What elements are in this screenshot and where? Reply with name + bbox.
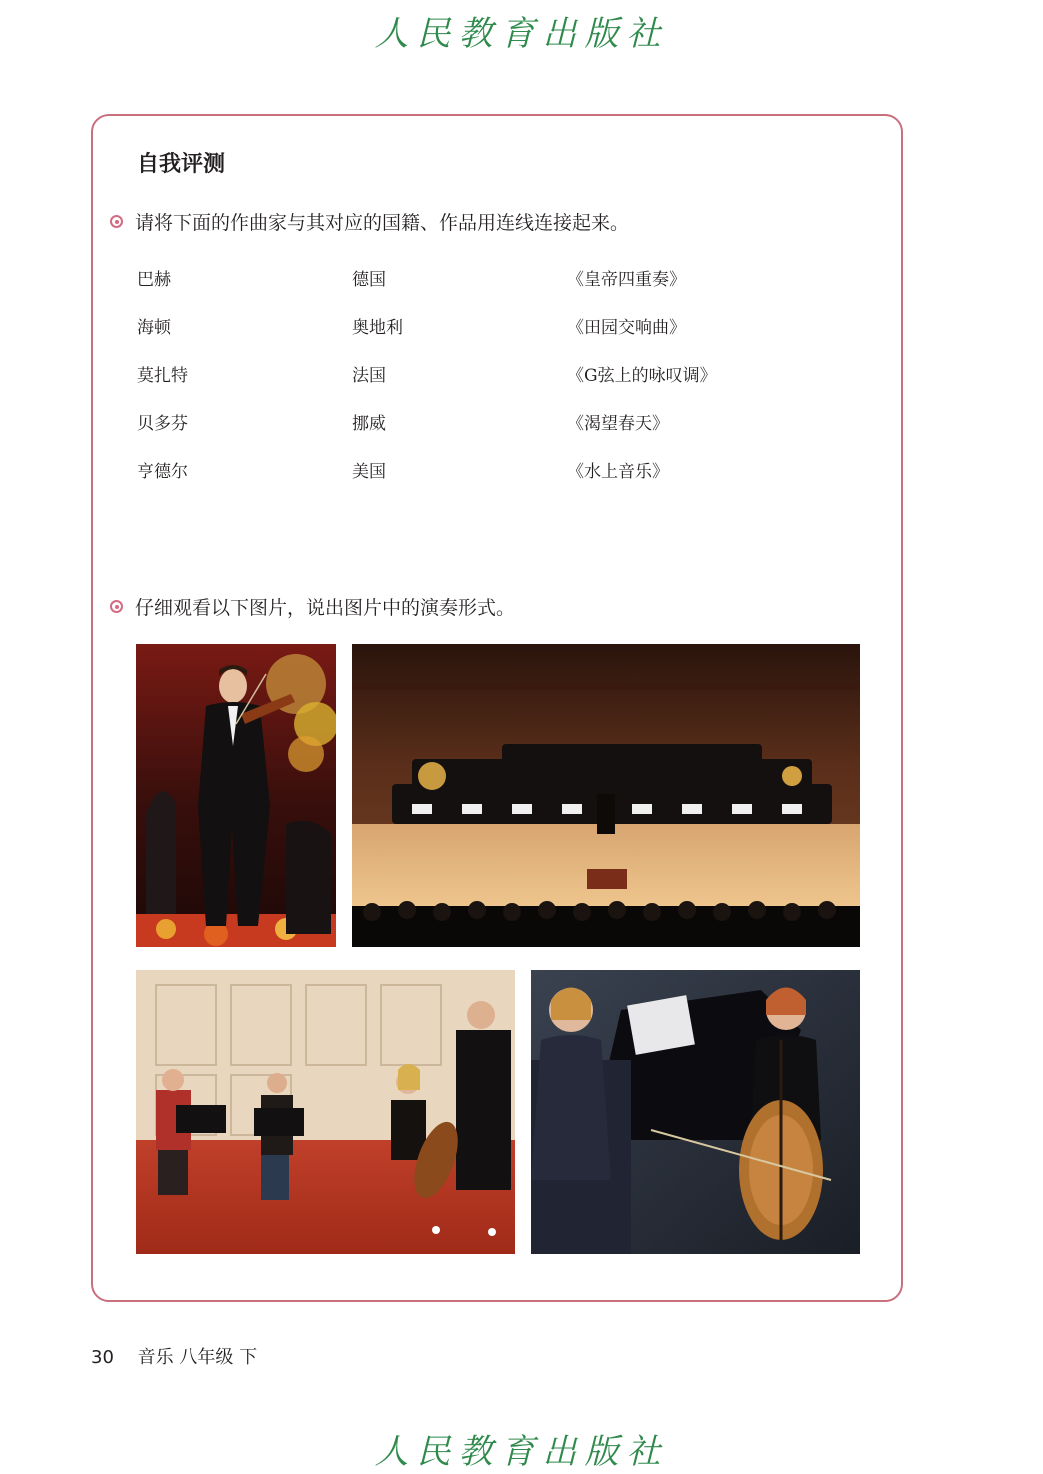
composer-name[interactable]: 海顿 <box>137 318 171 338</box>
matching-row <box>137 361 837 387</box>
publisher-logo-top: 人民教育出版社 <box>374 14 669 54</box>
country-name[interactable]: 美国 <box>352 462 386 482</box>
string-quartet-photo <box>136 970 515 1254</box>
work-title[interactable]: 《G弦上的咏叹调》 <box>567 366 717 386</box>
matching-row <box>137 409 837 435</box>
composer-name[interactable]: 亨德尔 <box>137 462 188 482</box>
bullet-icon <box>110 215 123 228</box>
page-footer <box>91 1343 257 1369</box>
matching-row <box>137 313 837 339</box>
matching-row <box>137 457 837 483</box>
matching-row <box>137 265 837 291</box>
page-number: 30 <box>91 1347 114 1368</box>
wind-band-photo <box>352 644 860 947</box>
book-title: 音乐 八年级 下 <box>137 1347 258 1368</box>
country-name[interactable]: 德国 <box>352 270 386 290</box>
country-name[interactable]: 挪威 <box>352 414 386 434</box>
composer-name[interactable]: 莫扎特 <box>137 366 188 386</box>
country-name[interactable]: 法国 <box>352 366 386 386</box>
piano-cello-duo-photo <box>531 970 860 1254</box>
work-title[interactable]: 《水上音乐》 <box>567 462 669 482</box>
question-1-text: 请将下面的作曲家与其对应的国籍、作品用连线连接起来。 <box>135 212 630 234</box>
bullet-icon <box>110 600 123 613</box>
question-2-text: 仔细观看以下图片，说出图片中的演奏形式。 <box>135 597 516 619</box>
section-title: 自我评测 <box>137 152 226 177</box>
violin-soloist-photo <box>136 644 336 947</box>
composer-name[interactable]: 贝多芬 <box>137 414 188 434</box>
work-title[interactable]: 《渴望春天》 <box>567 414 669 434</box>
work-title[interactable]: 《皇帝四重奏》 <box>567 270 686 290</box>
question-2 <box>110 593 515 620</box>
work-title[interactable]: 《田园交响曲》 <box>567 318 686 338</box>
question-1 <box>110 208 629 235</box>
composer-name[interactable]: 巴赫 <box>137 270 171 290</box>
publisher-logo-bottom: 人民教育出版社 <box>374 1432 669 1472</box>
country-name[interactable]: 奥地利 <box>352 318 403 338</box>
